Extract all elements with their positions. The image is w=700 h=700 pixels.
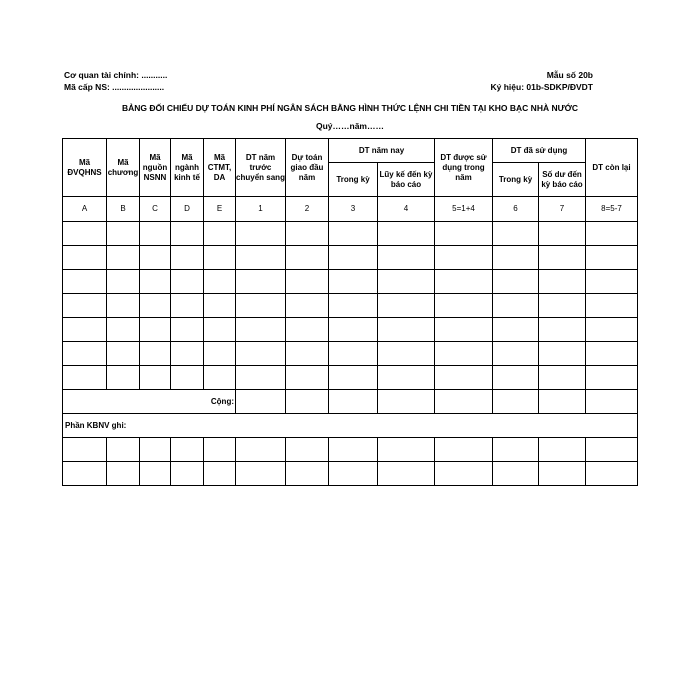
table-row	[63, 270, 638, 294]
table-row	[63, 222, 638, 246]
col-header: Mã ĐVQHNS	[63, 139, 107, 197]
index-cell: 3	[329, 197, 378, 222]
col-subheader: Số dư đến kỳ báo cáo	[539, 163, 586, 197]
header-left	[64, 69, 167, 93]
index-cell: B	[107, 197, 140, 222]
col-header: DT năm trước chuyển sang	[236, 139, 286, 197]
index-cell: 4	[378, 197, 435, 222]
index-cell: 1	[236, 197, 286, 222]
col-header: Mã chương	[107, 139, 140, 197]
table-row	[63, 318, 638, 342]
form-code: Ký hiệu: 01b-SDKP/ĐVDT	[490, 82, 593, 92]
document-title: BẢNG ĐỐI CHIẾU DỰ TOÁN KINH PHÍ NGÂN SÁCH BẰNG HÌNH THỨC LỆNH CHI TIỀN TẠI KHO BẠC NHÀ NƯỚC	[121, 103, 579, 113]
index-cell: A	[63, 197, 107, 222]
kbnv-row	[63, 414, 638, 438]
table-row	[63, 366, 638, 390]
index-cell: 2	[286, 197, 329, 222]
form-number: Mẫu số 20b	[546, 70, 593, 80]
index-cell: E	[204, 197, 236, 222]
col-header: Mã nguồn NSNN	[140, 139, 171, 197]
table-row	[63, 462, 638, 486]
finance-agency-label: Cơ quan tài chính: ...........	[64, 70, 168, 80]
index-cell: D	[171, 197, 204, 222]
table-row	[63, 342, 638, 366]
header-row-1	[63, 139, 638, 163]
col-group-header: DT năm nay	[329, 139, 435, 163]
index-cell: 5=1+4	[435, 197, 493, 222]
total-label: Cộng:	[63, 390, 236, 414]
column-index-row	[63, 197, 638, 222]
reconciliation-table	[62, 138, 638, 486]
total-row	[63, 390, 638, 414]
table-row	[63, 438, 638, 462]
col-header: Dự toán giao đầu năm	[286, 139, 329, 197]
header-right	[491, 69, 594, 93]
col-subheader: Lũy kế đến kỳ báo cáo	[378, 163, 435, 197]
col-header: DT được sử dụng trong năm	[435, 139, 493, 197]
kbnv-label: Phần KBNV ghi:	[63, 414, 638, 438]
budget-level-label: Mã cấp NS: ......................	[64, 82, 165, 92]
table-row	[63, 294, 638, 318]
index-cell: 7	[539, 197, 586, 222]
col-group-header: DT đã sử dụng	[493, 139, 586, 163]
index-cell: C	[140, 197, 171, 222]
document-period: Quý……năm……	[315, 121, 384, 131]
col-header: DT còn lại	[586, 139, 638, 197]
index-cell: 6	[493, 197, 539, 222]
col-subheader: Trong kỳ	[493, 163, 539, 197]
col-header: Mã CTMT, DA	[204, 139, 236, 197]
col-subheader: Trong kỳ	[329, 163, 378, 197]
table-row	[63, 246, 638, 270]
col-header: Mã ngành kinh tế	[171, 139, 204, 197]
index-cell: 8=5-7	[586, 197, 638, 222]
